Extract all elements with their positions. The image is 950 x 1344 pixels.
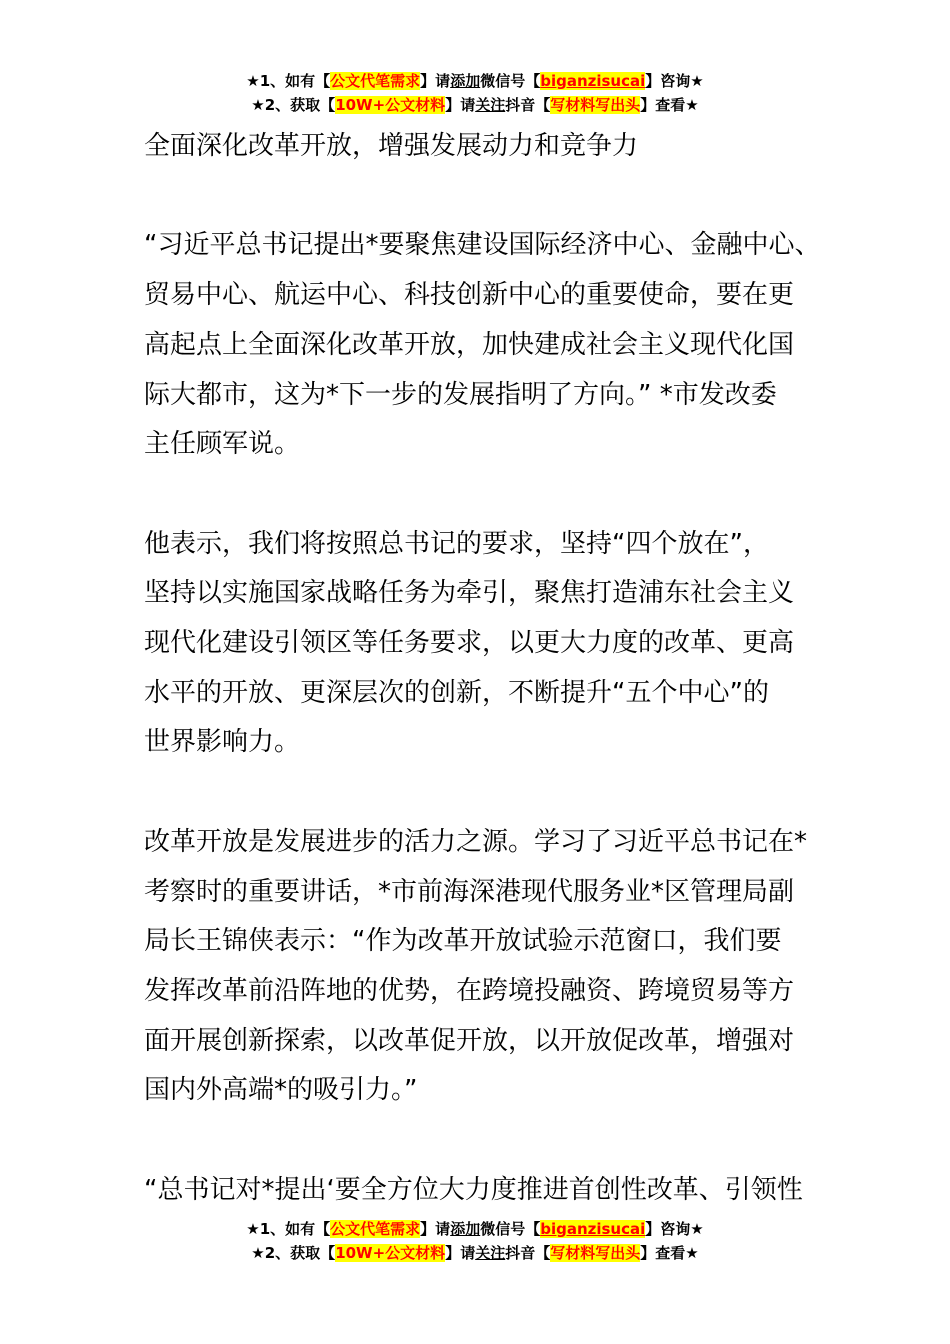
footer-banner [0,1217,950,1265]
text-line: “总书记对*提出‘要全方位大力度推进首创性改革、引领性 [144,1174,803,1205]
text-line: 坚持以实施国家战略任务为牵引，聚焦打造浦东社会主义 [144,578,795,609]
banner-line-1 [0,69,950,93]
douyin-account[interactable]: 写材料写出头 [550,1244,641,1262]
banner-text: ★2、获取【 [251,1244,336,1262]
wechat-id[interactable]: biganzisucai [540,1220,646,1238]
banner-text: 微信号【 [480,1220,541,1238]
text-line: 水平的开放、更深层次的创新，不断提升“五个中心”的 [144,677,769,708]
banner-text: 】请 [445,96,476,114]
underlined-follow: 关注 [475,96,506,114]
text-line: 发挥改革前沿阵地的优势，在跨境投融资、跨境贸易等方 [144,975,795,1006]
paragraph [144,1166,809,1216]
douyin-account[interactable]: 写材料写出头 [550,96,641,114]
banner-line-2 [0,93,950,117]
text-line: 全面深化改革开放，增强发展动力和竞争力 [144,131,639,161]
text-line: 他表示，我们将按照总书记的要求，坚持“四个放在”， [144,528,769,559]
banner-text: ★1、如有【 [246,72,331,90]
text-line: 局长王锦侠表示：“作为改革开放试验示范窗口，我们要 [144,926,782,957]
banner-text: 】查看★ [640,96,699,114]
text-line: 贸易中心、航运中心、科技创新中心的重要使命，要在更 [144,280,795,311]
banner-text: ★1、如有【 [246,1220,331,1238]
banner-text: ★2、获取【 [251,96,336,114]
underlined-add: 添加 [450,1220,481,1238]
text-line: 国内外高端*的吸引力。” [144,1075,418,1106]
header-banner [0,69,950,117]
highlight-service: 公文代笔需求 [330,72,421,90]
banner-text: 】查看★ [640,1244,699,1262]
banner-text: 】请 [445,1244,476,1262]
text-line: 考察时的重要讲话，*市前海深港现代服务业*区管理局副 [144,876,795,907]
banner-text: 抖音【 [505,96,551,114]
banner-text: 】咨询★ [645,1220,704,1238]
banner-text: 】请 [420,72,451,90]
paragraph-title [144,122,809,172]
text-line: “习近平总书记提出*要聚焦建设国际经济中心、金融中心、 [144,230,821,261]
paragraph [144,520,809,769]
highlight-materials: 10W+公文材料 [335,1244,446,1262]
text-line: 改革开放是发展进步的活力之源。学习了习近平总书记在* [144,826,808,857]
underlined-add: 添加 [450,72,481,90]
highlight-materials: 10W+公文材料 [335,96,446,114]
banner-line-1 [0,1217,950,1241]
document-body [144,122,821,1215]
banner-text: 微信号【 [480,72,541,90]
text-line: 现代化建设引领区等任务要求，以更大力度的改革、更高 [144,628,795,658]
banner-text: 】请 [420,1220,451,1238]
text-line: 世界影响力。 [144,727,301,758]
text-line: 面开展创新探索，以改革促开放，以开放促改革，增强对 [144,1025,795,1056]
banner-text: 抖音【 [505,1244,551,1262]
banner-line-2 [0,1241,950,1265]
text-line: 主任顾军说。 [144,429,301,460]
paragraph [144,818,809,1116]
paragraph [144,221,821,470]
banner-text: 】咨询★ [645,72,704,90]
text-line: 际大都市，这为*下一步的发展指明了方向。” *市发改委 [144,379,777,410]
highlight-service: 公文代笔需求 [330,1220,421,1238]
underlined-follow: 关注 [475,1244,506,1262]
wechat-id[interactable]: biganzisucai [540,72,646,90]
text-line: 高起点上全面深化改革开放，加快建成社会主义现代化国 [144,329,795,360]
